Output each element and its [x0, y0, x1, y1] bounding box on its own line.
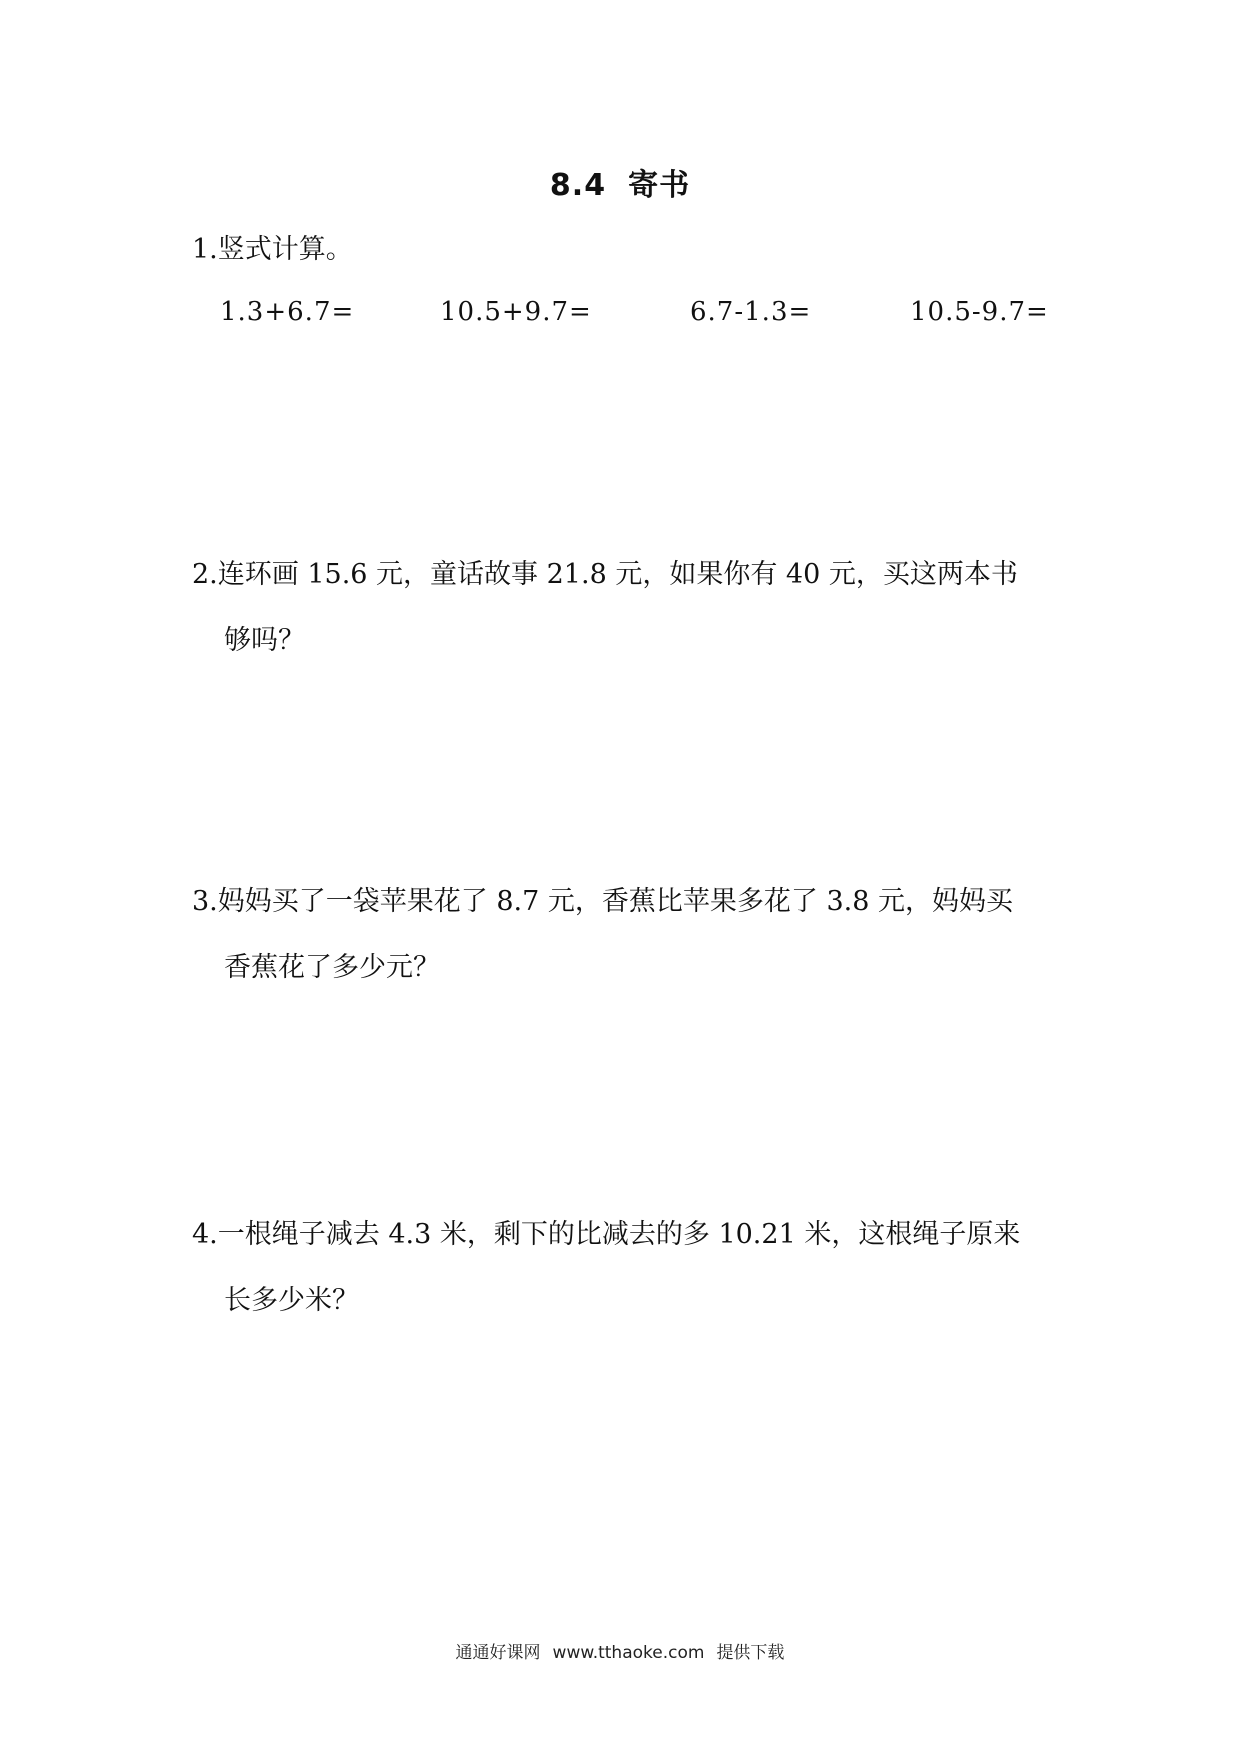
question-2-line-1: 连环画 15.6 元，童话故事 21.8 元，如果你有 40 元，买这两本书	[217, 559, 1018, 590]
question-3	[192, 869, 1013, 1001]
footer-site-name: 通通好课网	[455, 1643, 541, 1663]
question-4	[192, 1202, 1020, 1334]
question-1-number: 1.	[192, 234, 218, 265]
question-2	[192, 542, 1018, 674]
question-1	[192, 217, 353, 283]
question-2-line-2: 够吗？	[224, 625, 305, 656]
question-3-number: 3.	[192, 886, 218, 917]
footer-suffix: 提供下载	[716, 1643, 785, 1663]
lesson-title: 寄书	[628, 168, 691, 203]
lesson-number: 8.4	[549, 168, 607, 203]
question-4-line-1: 一根绳子减去 4.3 米，剩下的比减去的多 10.21 米，这根绳子原来	[217, 1219, 1021, 1250]
calculation-item: 10.5+9.7=	[440, 297, 592, 327]
calculation-item: 6.7-1.3=	[690, 297, 812, 327]
question-1-text: 竖式计算。	[217, 234, 353, 265]
question-4-line-2: 长多少米？	[224, 1285, 359, 1316]
calculation-item: 1.3+6.7=	[220, 297, 355, 327]
calculation-item: 10.5-9.7=	[910, 297, 1049, 327]
page-footer	[0, 1638, 1240, 1663]
footer-url: www.tthaoke.com	[552, 1643, 705, 1663]
question-3-line-2: 香蕉花了多少元？	[224, 952, 440, 983]
question-3-line-1: 妈妈买了一袋苹果花了 8.7 元，香蕉比苹果多花了 3.8 元，妈妈买	[217, 886, 1013, 917]
calculation-row	[0, 297, 1240, 337]
question-2-number: 2.	[192, 559, 218, 590]
page-title	[0, 160, 1240, 204]
question-4-number: 4.	[192, 1219, 218, 1250]
